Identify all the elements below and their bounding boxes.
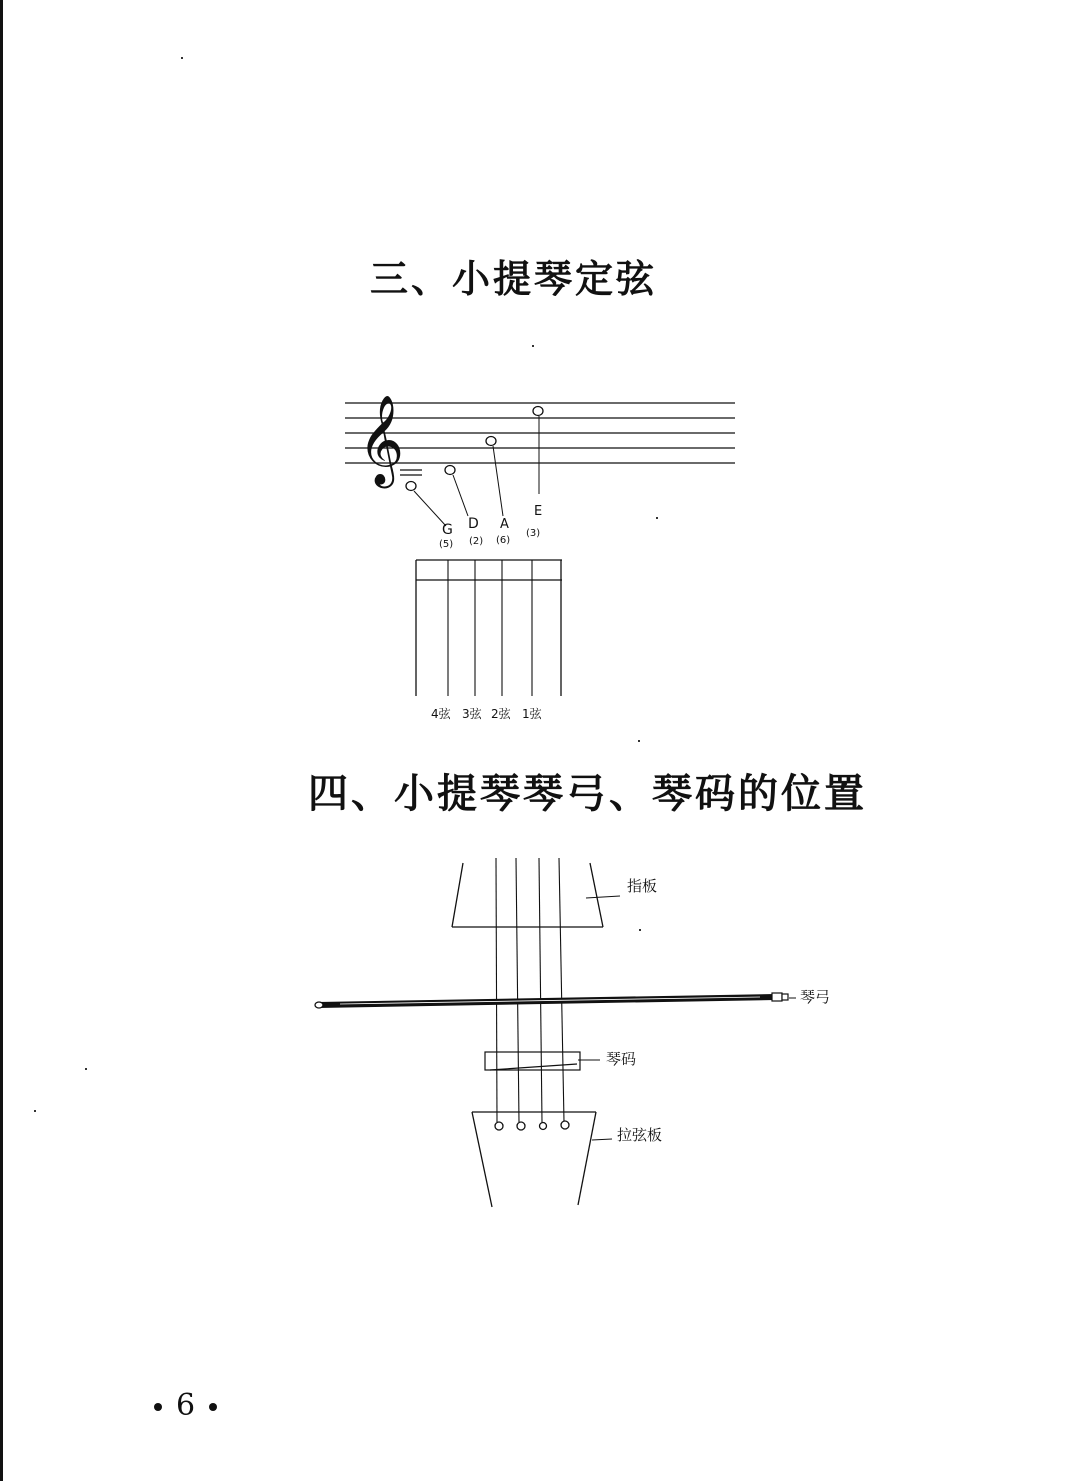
label-tailpiece: 拉弦板 [617, 1126, 663, 1144]
string-label-4: 4弦 [431, 707, 451, 721]
string-label-3: 3弦 [462, 707, 482, 721]
scan-speck [532, 345, 534, 347]
strings-box [416, 560, 562, 696]
scan-speck [638, 740, 640, 742]
note-g [406, 482, 416, 491]
note-letter-g: G [442, 522, 453, 538]
label-bridge: 琴码 [606, 1050, 637, 1068]
note-e [533, 407, 543, 416]
scan-speck [181, 57, 183, 59]
label-bow: 琴弓 [800, 988, 831, 1006]
scan-speck [34, 1110, 36, 1112]
note-letter-a: A [500, 517, 509, 532]
section-4-title: 四、小提琴琴弓、琴码的位置 [308, 771, 867, 817]
scan-speck [639, 929, 641, 931]
note-number-a: (6) [496, 535, 511, 546]
string-label-2: 2弦 [491, 707, 511, 721]
note-d [445, 466, 455, 475]
section-3-title: 三、小提琴定弦 [370, 257, 658, 301]
string-label-1: 1弦 [522, 707, 542, 721]
note-a [486, 437, 496, 446]
note-number-d: (2) [469, 536, 484, 547]
note-letter-e: E [534, 504, 543, 519]
treble-clef-icon: 𝄞 [358, 395, 405, 485]
page-number-value: 6 [176, 1388, 196, 1423]
bullet-icon [209, 1403, 217, 1411]
page-number [140, 1388, 231, 1423]
note-letter-d: D [468, 516, 479, 532]
label-fingerboard: 指板 [627, 877, 658, 895]
scan-speck [656, 517, 658, 519]
note-number-e: (3) [526, 528, 541, 539]
bullet-icon [154, 1403, 162, 1411]
scan-speck [85, 1068, 87, 1070]
note-number-g: (5) [439, 539, 454, 550]
